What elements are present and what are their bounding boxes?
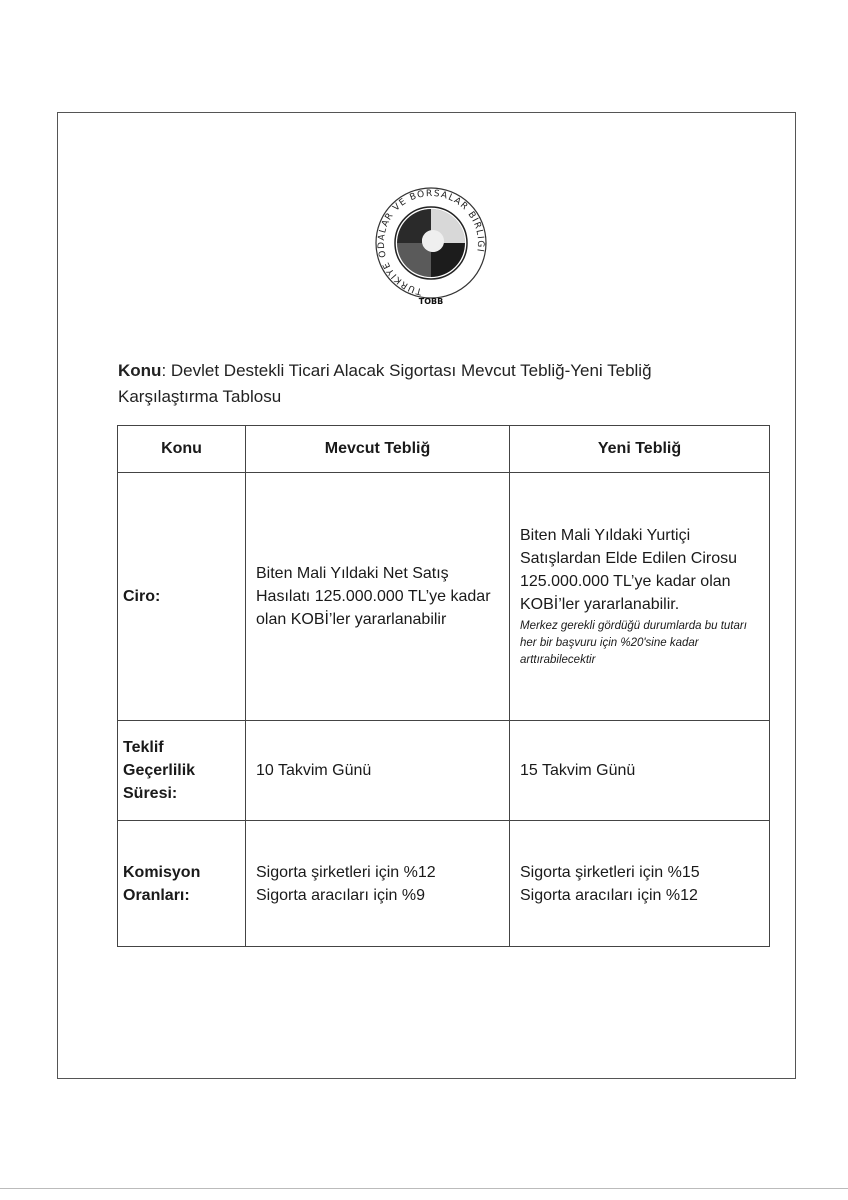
table-row <box>118 821 770 947</box>
new-komisyon-line1: Sigorta şirketleri için %15 <box>520 863 700 881</box>
title-line2: Karşılaştırma Tablosu <box>118 387 282 406</box>
new-komisyon-line2: Sigorta aracıları için %12 <box>520 886 698 904</box>
current-komisyon-line2: Sigorta aracıları için %9 <box>256 886 425 904</box>
cell-current-teklif: 10 Takvim Günü <box>246 721 510 821</box>
page-bottom-rule <box>0 1188 848 1189</box>
table-row <box>118 721 770 821</box>
cell-current-ciro <box>246 473 510 721</box>
svg-text:TÜRKİYE ODALAR VE BORSALAR BİR: TÜRKİYE ODALAR VE BORSALAR BİRLİĞİ <box>376 188 486 297</box>
row-label-ciro: Ciro: <box>118 473 246 721</box>
cell-current-komisyon <box>246 821 510 947</box>
current-ciro-text: Biten Mali Yıldaki Net Satış Hasılatı 125.000.000 TL’ye kadar olan KOBİ’ler yararlanabilir <box>256 565 491 628</box>
title-line1: Devlet Destekli Ticari Alacak Sigortası Mevcut Tebliğ-Yeni Tebliğ <box>166 361 652 380</box>
current-komisyon-line1: Sigorta şirketleri için %12 <box>256 863 436 881</box>
row-label-komisyon <box>118 821 246 947</box>
cell-new-teklif: 15 Takvim Günü <box>510 721 770 821</box>
tobb-logo <box>356 178 506 308</box>
comparison-table <box>117 425 770 947</box>
title-separator: : <box>161 361 167 380</box>
header-yeni: Yeni Tebliğ <box>510 426 770 473</box>
teklif-label-text: Teklif Geçerlilik Süresi: <box>123 739 196 802</box>
cell-new-komisyon <box>510 821 770 947</box>
cell-new-ciro <box>510 473 770 721</box>
komisyon-label-line1: Komisyon <box>123 863 201 881</box>
komisyon-label-line2: Oranları: <box>123 886 190 904</box>
table-header-row <box>118 426 770 473</box>
table-row <box>118 473 770 721</box>
header-konu: Konu <box>118 426 246 473</box>
tobb-text: TOBB <box>418 297 444 306</box>
document-title <box>118 358 758 410</box>
title-label: Konu <box>118 361 162 380</box>
new-ciro-text: Biten Mali Yıldaki Yurtiçi Satışlardan Elde Edilen Cirosu 125.000.000 TL’ye kadar olan KOBİ’ler yararlanabilir. <box>520 527 738 613</box>
new-ciro-note: Merkez gerekli gördüğü durumlarda bu tutarı her bir başvuru için %20'sine kadar arttırabilecektir <box>520 620 747 666</box>
row-label-teklif <box>118 721 246 821</box>
header-mevcut: Mevcut Tebliğ <box>246 426 510 473</box>
tobb-emblem <box>356 178 506 308</box>
